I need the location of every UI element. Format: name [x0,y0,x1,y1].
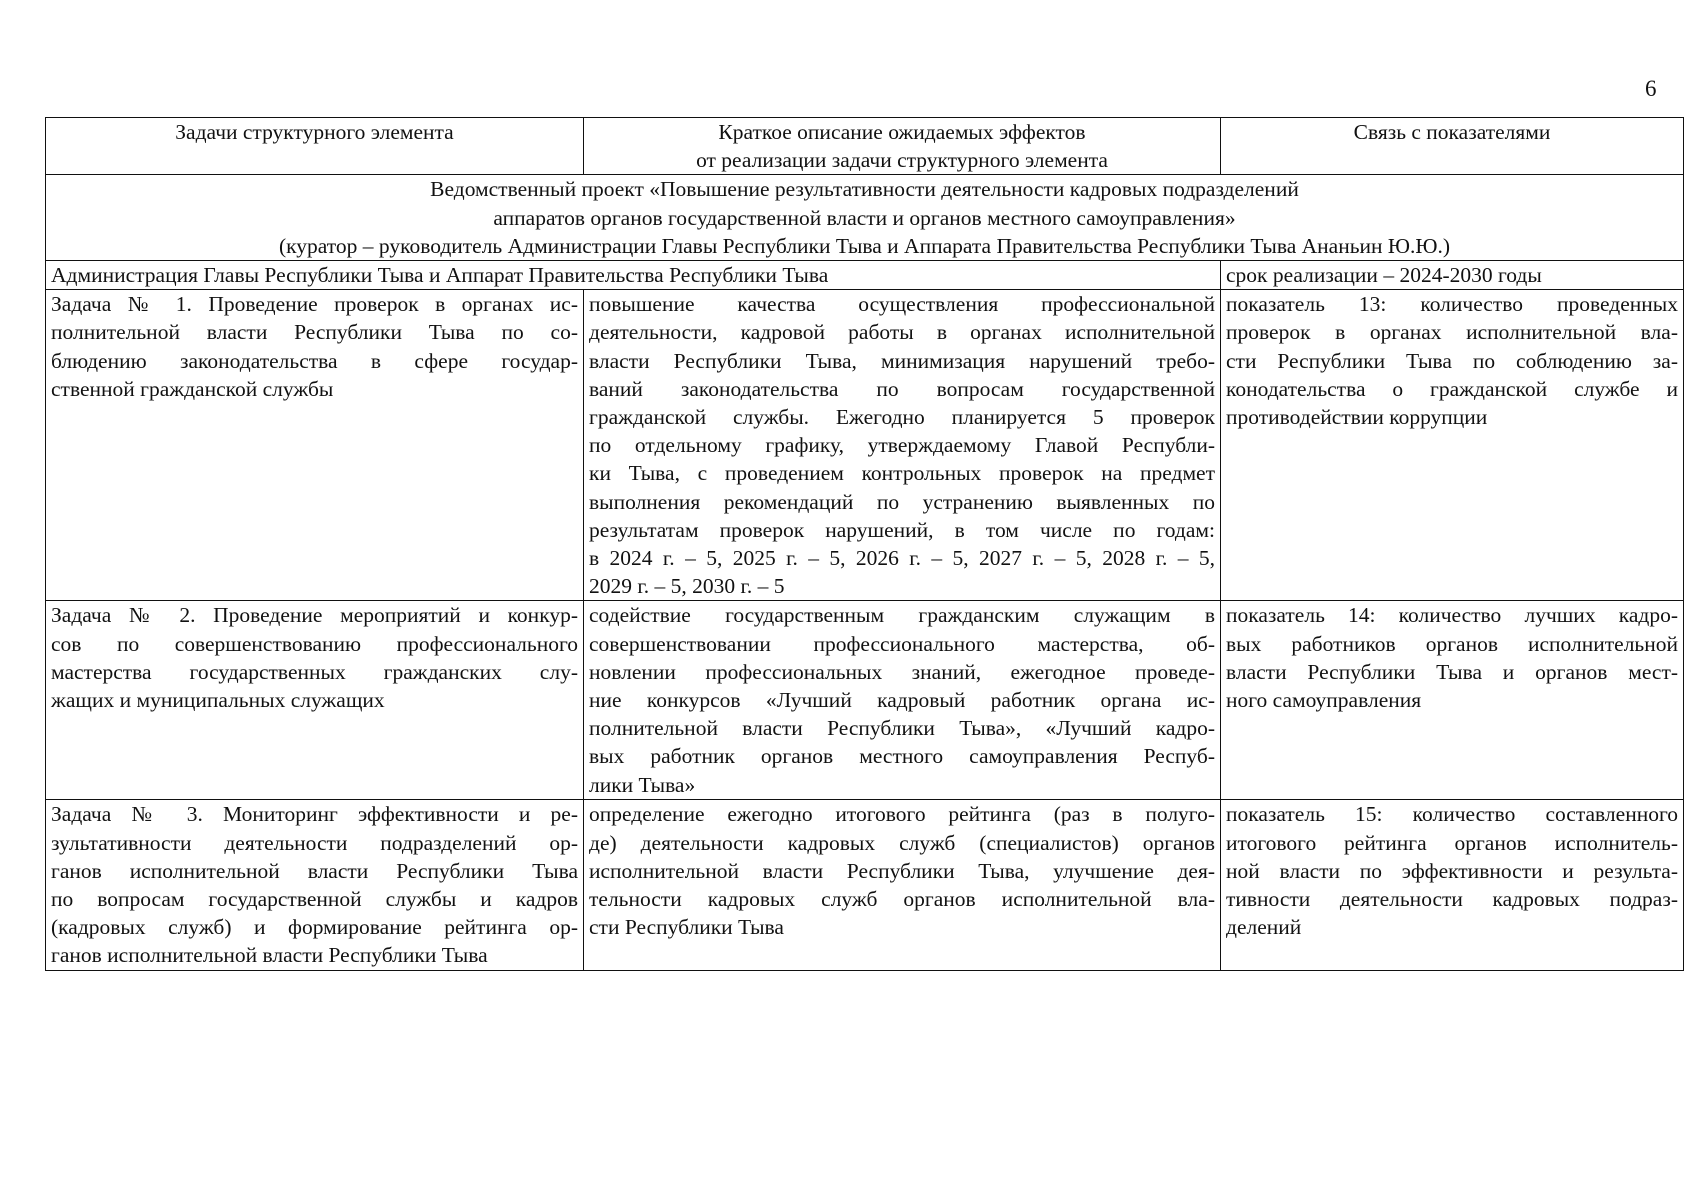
effect-text-line: совершенствовании профессионального мастерства, об- [589,631,1215,656]
table-row [46,601,1684,800]
effect-text-line: 2029 г. – 5, 2030 г. – 5 [589,574,785,599]
project-title-row [46,175,1684,261]
indicator-text-line: власти Республики Тыва и органов мест- [1226,659,1678,684]
effect-text-line: повышение качества осуществления профессиональной [589,292,1215,317]
responsible-organization: Администрация Главы Республики Тыва и Аппарат Правительства Республики Тыва [46,261,1221,290]
indicator-text-line: ного самоуправления [1226,688,1422,713]
task-text-line: полнительной власти Республики Тыва по со- [51,320,578,345]
implementation-period: срок реализации – 2024-2030 годы [1221,261,1684,290]
effect-text-line: деятельности, кадровой работы в органах исполнительной [589,320,1215,345]
task-text-line: ганов исполнительной власти Республики Тыва [51,858,578,883]
task-text-line: блюдению законодательства в сфере государ- [51,348,578,373]
indicator-text-line: итогового рейтинга органов исполнитель- [1226,830,1678,855]
indicator-text-line: противодействии коррупции [1226,405,1488,430]
table-row [46,800,1684,971]
effect-text-line: тельности кадровых служб органов исполнительной вла- [589,887,1215,912]
task-text-line: (кадровых служб) и формирование рейтинга ор- [51,915,578,940]
task-cell [46,800,584,971]
task-text-line: ственной гражданской службы [51,376,334,401]
effect-text-line: исполнительной власти Республики Тыва, улучшение дея- [589,858,1215,883]
task-text-line: Задача № 3. Мониторинг эффективности и ре- [51,802,578,827]
header-indicators: Связь с показателями [1221,118,1684,175]
indicator-text-line: вых работников органов исполнительной [1226,631,1678,656]
effect-text-line: полнительной власти Республики Тыва», «Лучший кадро- [589,716,1215,741]
indicator-cell [1221,290,1684,601]
effect-text-line: де) деятельности кадровых служб (специалистов) органов [589,830,1215,855]
task-text-line: жащих и муниципальных служащих [51,688,385,713]
indicator-text-line: делений [1226,915,1302,940]
indicator-text-line: показатель 14: количество лучших кадро- [1226,603,1678,628]
effect-text-line: вых работник органов местного самоуправления Респуб- [589,744,1215,769]
task-text-line: зультативности деятельности подразделений ор- [51,830,578,855]
header-tasks: Задачи структурного элемента [46,118,584,175]
indicator-text-line: конодательства о гражданской службе и [1226,376,1678,401]
effect-cell [584,601,1221,800]
effect-text-line: выполнения рекомендаций по устранению выявленных по [589,489,1215,514]
project-title [46,175,1684,261]
task-cell [46,290,584,601]
effect-text-line: гражданской службы. Ежегодно планируется 5 проверок [589,405,1215,430]
indicator-text-line: проверок в органах исполнительной вла- [1226,320,1678,345]
effect-text-line: содействие государственным гражданским служащим в [589,603,1215,628]
project-title-line: Ведомственный проект «Повышение результативности деятельности кадровых подразделений [430,177,1299,202]
tasks-table [45,117,1684,971]
responsible-row [46,261,1684,290]
effect-text-line: власти Республики Тыва, минимизация нарушений требо- [589,348,1215,373]
indicator-text-line: ной власти по эффективности и результа- [1226,858,1678,883]
effect-text-line: ние конкурсов «Лучший кадровый работник органа ис- [589,688,1215,713]
effect-text-line: в 2024 г. – 5, 2025 г. – 5, 2026 г. – 5, 2027 г. – 5, 2028 г. – 5, [589,546,1215,571]
task-text-line: Задача № 2. Проведение мероприятий и конкур- [51,603,578,628]
indicator-cell [1221,601,1684,800]
task-text-line: ганов исполнительной власти Республики Тыва [51,943,488,968]
effect-text-line: лики Тыва» [589,772,696,797]
task-cell [46,601,584,800]
table-header-row [46,118,1684,175]
effect-text-line: ки Тыва, с проведением контрольных проверок на предмет [589,461,1215,486]
effect-cell [584,290,1221,601]
effect-text-line: определение ежегодно итогового рейтинга (раз в полуго- [589,802,1215,827]
indicator-text-line: показатель 13: количество проведенных [1226,292,1678,317]
effect-text-line: сти Республики Тыва [589,915,784,940]
header-effects-line: Краткое описание ожидаемых эффектов [718,120,1086,144]
effect-cell [584,800,1221,971]
indicator-text-line: тивности деятельности кадровых подраз- [1226,887,1678,912]
effect-text-line: по отдельному графику, утверждаемому Главой Республи- [589,433,1215,458]
task-text-line: мастерства государственных гражданских слу- [51,659,578,684]
project-title-line: аппаратов органов государственной власти и органов местного самоуправления» [493,205,1236,230]
project-title-line: (куратор – руководитель Администрации Главы Республики Тыва и Аппарата Правительства Республики Тыва Ананьин Ю.Ю.) [278,233,1451,258]
effect-text-line: ваний законодательства по вопросам государственной [589,376,1215,401]
task-text-line: сов по совершенствованию профессионального [51,631,578,656]
indicator-text-line: показатель 15: количество составленного [1226,802,1678,827]
indicator-cell [1221,800,1684,971]
header-effects-line: от реализации задачи структурного элемента [696,148,1108,173]
header-effects [584,118,1221,175]
task-text-line: по вопросам государственной службы и кадров [51,887,578,912]
page-number: 6 [1645,76,1657,101]
effect-text-line: результатам проверок нарушений, в том числе по годам: [589,517,1215,542]
effect-text-line: новлении профессиональных знаний, ежегодное проведе- [589,659,1215,684]
task-text-line: Задача № 1. Проведение проверок в органах ис- [51,292,578,317]
table-row [46,290,1684,601]
indicator-text-line: сти Республики Тыва по соблюдению за- [1226,348,1678,373]
